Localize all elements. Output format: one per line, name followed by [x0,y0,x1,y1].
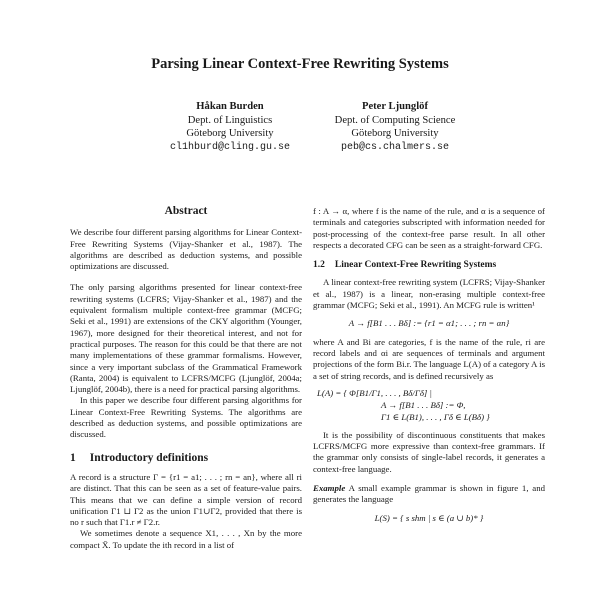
author-block-1 [135,100,325,154]
abstract-text: We describe four different parsing algorithms for Linear Context-Free Rewriting Systems (Vijay-Shanker et al., 1987). The algorithms are described as deduction systems, and possible optimizations are discussed. [70,227,302,272]
author-name: Peter Ljunglöf [361,101,428,112]
language-line-3: Γ1 ∈ L(B1), . . . , Γδ ∈ L(Bδ) } [381,412,490,423]
author-dept: Dept. of Computing Science [334,114,456,126]
subsection-heading [313,260,545,271]
abstract-heading: Abstract [164,205,208,217]
example-text: A small example grammar is shown in figure 1, and generates the language [313,482,545,505]
definition-paragraph-2: We sometimes denote a sequence X1, . . . , Xn by the more compact X̄. To update the ith record in a list of [70,528,302,550]
author-email: peb@cs.chalmers.se [340,141,450,153]
intro-paragraph-1: The only parsing algorithms presented for linear context-free rewriting systems (LCFRS; Vijay-Shanker et al., 1987) and the equivalent formalism multiple context-free grammar (MCFG; Seki et al., 1991) are extensions of the CKY algorithm (Younger, 1967), more designed for their theoretical interest, and not for practical purposes. The reason for this could be that there are not many implementations of these grammar formalisms. However, since a very important subclass of the Grammatical Framework (Ranta, 2004) is equivalent to LCFRS/MCFG (Ljunglöf, 2004a; Ljunglöf, 2004b), there is a need for practical parsing algorithms. [70,282,302,395]
author-university: Göteborg University [351,128,439,140]
example-paragraph [313,483,545,506]
continuation-paragraph: f : A → α, where f is the name of the rule, and α is a sequence of terminals and categories subscripted with information needed for post-processing of the context-free parse result. In all other respects a decorated CFG can be seen as a straight-forward CFG. [313,206,545,250]
example-label: Example [313,482,346,493]
section-heading [70,453,302,464]
rule-equation: A → f[B1 . . . Bδ] := {r1 = α1; . . . ; rn = αn} [348,318,510,329]
discontinuity-paragraph: It is the possibility of discontinuous constituents that makes LCFRS/MCFG more expressive than context-free grammars. If the grammar only consists of single-label records, it generates a context-free language. [313,429,545,474]
where-paragraph: where A and Bi are categories, f is the name of the rule, ri are record labels and αi are sequences of terminals and argument projections of the form Bi.r. The language L(A) of a category A is a set of string records, and is defined recursively as [313,336,545,381]
subsection-number: 1.2 [313,260,325,271]
author-block-2 [300,100,490,154]
language-definition [317,388,545,424]
definition-paragraph-1: A record is a structure Γ = {r1 = a1; . . . ; rn = an}, where all ri are distinct. That this can be seen as a set of feature-value pairs. This means that we can define a simple version of record unification Γ1 ⊔ Γ2 as the union Γ1∪Γ2, provided that there is no r such that Γ1.r ≠ Γ2.r. [70,471,302,528]
language-line-1: L(A) = { Φ[B1/Γ1, . . . , Bδ/Γδ] | [317,387,432,398]
intro-paragraph-2: In this paper we describe four different parsing algorithms for Linear Context-Free Rewriting Systems. The algorithms are described as deduction systems, and possible optimizations are discussed. [70,395,302,440]
example-equation: L(S) = { s shm | s ∈ (a ∪ b)* } [374,512,484,523]
author-email: cl1hburd@cling.gu.se [169,141,291,153]
section-number: 1 [70,451,76,464]
paper-title: Parsing Linear Context-Free Rewriting Systems [151,56,449,72]
author-university: Göteborg University [186,128,274,140]
lcfrs-paragraph: A linear context-free rewriting system (LCFRS; Vijay-Shanker et al., 1987) is a linear, non-erasing multiple context-free grammar (MCFG; Seki et al., 1991). An MCFG rule is written¹ [313,277,545,311]
language-line-2: A → f[B1 . . . Bδ] := Φ, [381,400,466,411]
section-title: Introductory definitions [89,451,209,464]
subsection-title: Linear Context-Free Rewriting Systems [334,260,497,271]
right-column [313,206,545,531]
author-name: Håkan Burden [196,101,264,112]
author-dept: Dept. of Linguistics [187,114,273,126]
left-column [70,206,302,551]
